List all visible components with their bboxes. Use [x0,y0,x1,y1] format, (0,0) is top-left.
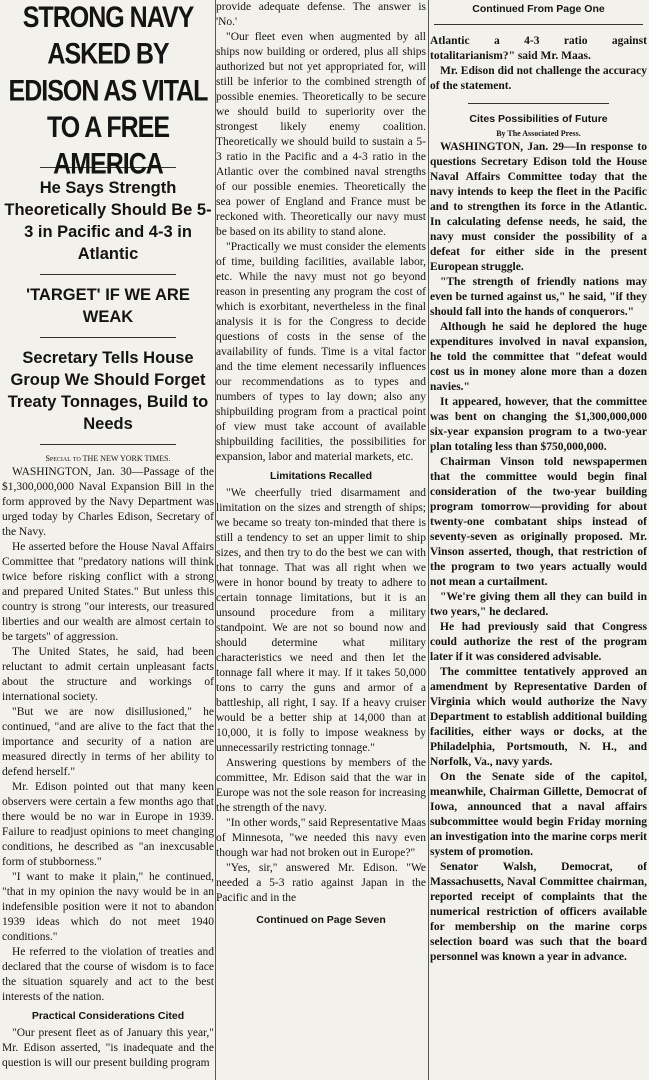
article-paragraph: He had previously said that Congress could authorize the rest of the program later if it was considered advisable. [430,621,647,663]
article-paragraph: "Practically we must consider the elements of time, building facilities, available labor, etc. While the navy must not go beyond reason in presenting any program the cost of which is exorbitant, nevertheless in the final analysis it is for the Congress to decide questions of costs in the sense of the availability of funds. Time is a vital factor and the time element necessarily influences our recommendations as to types and numbers of types to lay down; also any shipbuilding program from a practical point of view must take account of available shipbuilding facilities, the possibilities for expansion, labor and material markets, etc. [216,241,426,463]
deck-subheadline: Secretary Tells House Group We Should Forget Treaty Tonnages, Build to Needs [7,349,209,433]
article-paragraph: "We're giving them all they can build in two years," he declared. [430,591,647,618]
article-paragraph: "We cheerfully tried disarmament and limitation on the sizes and strength of ships; we became so treaty ton-minded that there is still a tendency to set an upper limit to ship sizes, and then try to do the best we can with that tonnage. That was all right when we were in honor bound by treaty to adhere to certain tonnage limitations, but it is an unsound procedure from a military standpoint. We are not so bound now and should determine what military characteristics we need and then let the tonnage fall where it may. If it takes 50,000 tons to carry the guns and armor of a battleship, all right, I say. If a heavy cruiser would be a better ship at 14,000 than at 10,000, it is folly to impose weakness by unnecessarily restricting tonnage." [216,487,426,754]
section-subhead: Limitations Recalled [269,470,373,482]
deck-headline: 'TARGET' IF WE ARE WEAK [26,286,190,326]
article-paragraph: WASHINGTON, Jan. 30—Passage of the $1,300,000,000 Naval Expansion Bill in the form approved by the Navy Department was urged today by Charles Edison, Secretary of the Navy. [2,466,214,538]
article-paragraph: On the Senate side of the capitol, meanwhile, Chairman Gillette, Democrat of Iowa, announced that a naval affairs subcommittee would begin Friday morning an investigation into the marine corps merit system of promotion. [430,771,647,858]
article-paragraph: "I want to make it plain," he continued, "that in my opinion the navy would be in an indefensible position were it not to abandon 1939 ideas which do not meet 1940 conditions." [2,871,214,943]
main-headline: STRONG NAVY ASKED BY EDISON AS VITAL TO A FREE AMERICA [8,1,208,181]
article-paragraph: Mr. Edison pointed out that many keen observers were certain a few months ago that there would be no war in Europe in 1939. Failure to readjust opinions to meet changing conditions, he described as "an inexcusable form of stubborness." [2,781,214,868]
article-paragraph: Answering questions by members of the committee, Mr. Edison said that the war in Europe was not the sole reason for increasing the strength of the navy. [216,757,426,814]
section-subhead: Practical Considerations Cited [31,1010,185,1022]
headline-divider [40,274,176,275]
column-2 [216,0,426,1080]
article-paragraph: The United States, he said, had been reluctant to admit certain unpleasant facts about the structure and workings of international society. [2,646,214,703]
divider [434,24,643,25]
continued-from-label: Continued From Page One [472,3,605,15]
article-paragraph: Chairman Vinson told newspapermen that the committee would begin final consideration of the two-year building program tomorrow—providing for about twenty-one combatant ships instead of seventy-seven as originally proposed. Mr. Vinson asserted, though, that restriction of the program to two years actually would not mean a curtailment. [430,456,647,588]
article-paragraph: The committee tentatively approved an amendment by Representative Darden of Virginia which would authorize the Navy Department to establish additional building facilities, either ways or docks, at the Philadelphia, Portsmouth, N. H., and Norfolk, Va., navy yards. [430,666,647,768]
article-paragraph: "Our fleet even when augmented by all ships now building or ordered, plus all ships authorized but not yet appropriated for, will still be inferior to the combined strength of possible enemies. Theoretically to be secure we should build to superiority over the strongest likely enemy coalition. Theoretically we should build to sustain a 5-3 ratio in the Pacific and a 4-3 ratio in the Atlantic over the combined naval strengths of our possible enemies. Theoretically the sea power of England and France must be reckoned with. Theoretically our navy must be based on its ability to stand alone. [216,31,426,238]
column-rule [428,0,429,1080]
article-paragraph: Atlantic a 4-3 ratio against totalitarianism?" said Mr. Maas. [430,35,647,62]
article-paragraph: "Yes, sir," answered Mr. Edison. "We needed a 5-3 ratio against Japan in the Pacific and in the [216,862,426,904]
article-paragraph: "But we are now disillusioned," he continued, "and are alive to the fact that the importance and security of a nation are measured directly in terms of her ability to defend herself." [2,706,214,778]
column-3 [430,0,647,1080]
article-paragraph: WASHINGTON, Jan. 29—In response to questions Secretary Edison told the House Naval Affairs Committee today that the navy intends to keep the fleet in the Pacific and to strengthen its force in the Atlantic. In calculating defense needs, he said, the navy must consider the possibility of a defeat for either side in the present European struggle. [430,141,647,273]
article-paragraph: provide adequate defense. The answer is 'No.' [216,1,426,28]
continued-on-label: Continued on Page Seven [256,914,386,926]
article-paragraph: Although he said he deplored the huge expenditures involved in naval expansion, he told the committee that "defeat would cost us in money alone more than a dozen navies." [430,321,647,393]
article-paragraph: He asserted before the House Naval Affairs Committee that "predatory nations will think twice before risking conflict with a strong and prepared United States." But unless this country is strong "our interests, our treasured liberties and our wealth are almost certain to be targets" of aggression. [2,541,214,643]
article-paragraph: Senator Walsh, Democrat, of Massachusetts, Naval Committee chairman, reported receipt of complaints that the numerical restriction of officers available for membership on the marine corps selection board was such that the board personnel was known a year in advance. [430,861,647,963]
wire-byline: By The Associated Press. [496,129,581,138]
headline-divider [40,337,176,338]
byline: Special to THE NEW YORK TIMES. [45,454,171,463]
article-paragraph: Mr. Edison did not challenge the accuracy of the statement. [430,65,647,92]
divider [468,103,609,104]
column-1 [2,0,214,1080]
article-paragraph: It appeared, however, that the committee was bent on changing the $1,300,000,000 six-year expansion program to a two-year plan totaling less than $750,000,000. [430,396,647,453]
article-paragraph: "Our present fleet as of January this year," Mr. Edison asserted, "is inadequate and the question is will our present building program [2,1027,214,1069]
subheadline: He Says Strength Theoretically Should Be 5-3 in Pacific and 4-3 in Atlantic [4,179,212,263]
article-paragraph: "In other words," said Representative Maas of Minnesota, "we needed this navy even though war had not broken out in Europe?" [216,817,426,859]
headline-divider [40,444,176,445]
article-paragraph: "The strength of friendly nations may even be turned against us," he said, "if they should fall into the hands of conquerors." [430,276,647,318]
section-subhead: Cites Possibilities of Future [469,113,608,125]
article-paragraph: He referred to the violation of treaties and declared that the course of wisdom is to face the situation squarely and act to the best interests of the nation. [2,946,214,1003]
